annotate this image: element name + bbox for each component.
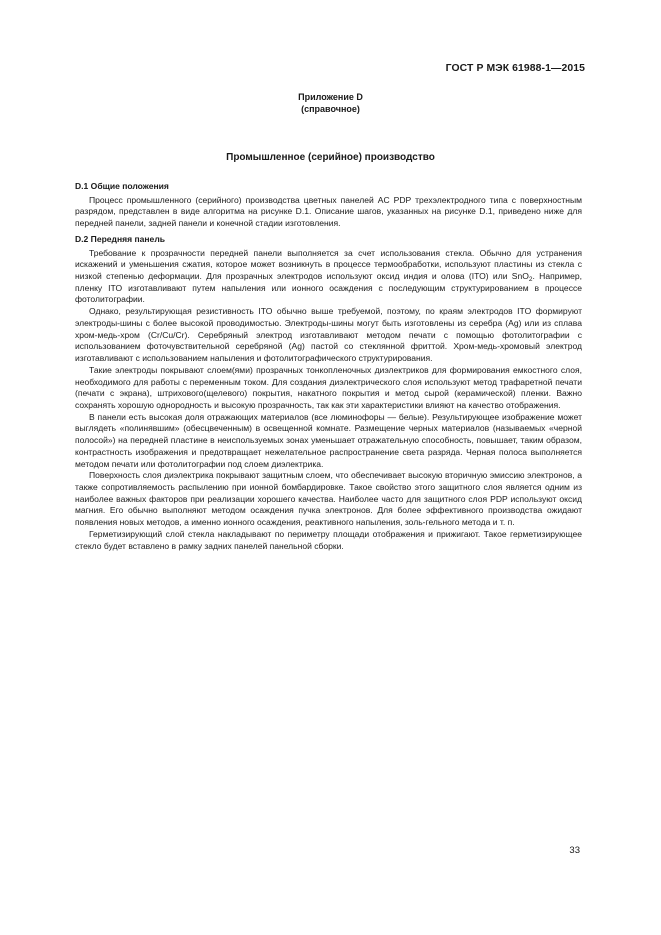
page-number: 33	[569, 845, 580, 856]
section-title: Промышленное (серийное) производство	[226, 152, 435, 163]
section-heading-d2-text: D.2 Передняя панель	[75, 233, 165, 244]
section-heading-d1	[75, 181, 582, 193]
paragraph-d2-1-part1: Требование к прозрачности передней панели выполняется за счет использования стекла. Обычно для устранения искажений и уменьшения сжатия, которое может возникнуть в процессе термообработки, используют пластины из стекла с низкой степенью деформации. Для прозрачных электродов используют оксид индия и олова (ITO) или SnO	[75, 247, 582, 282]
document-body	[75, 181, 582, 552]
section-heading-d1-text: D.1 Общие положения	[75, 181, 169, 191]
paragraph-d1-1: Процесс промышленного (серийного) производства цветных панелей AC PDP трехэлектродного типа с поверхностным разрядом, представлен в виде алгоритма на рисунке D.1. Описание шагов, указанных на рисунке D.1, приведено ниже для передней панели, задней панели и конечной стадии изготовления.	[75, 194, 582, 229]
paragraph-d2-5: Поверхность слоя диэлектрика покрывают защитным слоем, что обеспечивает высокую вторичную эмиссию электронов, а также сопротивляемость распылению при ионной бомбардировке. Такое свойство этого защитного слоя является одним из наиболее важных факторов при реализации хорошего качества. Наиболее часто для защитного слоя PDP используют оксид магния. Его обычно выполняют методом осаждения пучка электронов. Для более эффективного производства ожидают появления новых методов, а именно ионного осаждения, реактивного напыления, золь-гельного метода и т. п.	[75, 470, 582, 528]
paragraph-d2-1-part2: . Например, пленку ITO изготавливают путем напыления или ионного осаждения с последующим структурированием в процессе фотолитографии.	[75, 271, 582, 305]
section-heading-d2	[75, 234, 582, 246]
paragraph-d2-3: Такие электроды покрывают слоем(ями) прозрачных тонкопленочных диэлектриков для формирования емкостного слоя, необходимого для работы с переменным током. Для создания диэлектрического слоя используют метод трафаретной печати (печати с экрана), штрихового(щелевого) покрытия, накатного покрытия и метод сырой (керамической) пленки. Важно сохранять хорошую однородность и высокую прозрачность, так как эти характеристики влияют на качество отображения.	[75, 364, 582, 410]
subscript-2: 2	[528, 276, 533, 284]
paragraph-d2-1	[75, 248, 582, 307]
annex-heading	[0, 91, 661, 115]
annex-title: Приложение D	[298, 92, 363, 102]
annex-note: (справочное)	[301, 104, 360, 114]
paragraph-d2-2: Однако, результирующая резистивность ITO обычно выше требуемой, поэтому, по краям электродов ITO формируют электроды-шины с более высокой проводимостью. Электроды-шины могут быть изготовлены из серебра (Ag) или из сплава хром-медь-хром (Cr/Cu/Cr). Серебряный электрод изготавливают методом печати с помощью фотолитографии с использованием фоточувствительной серебряной (Ag) пастой со стеклянной фриттой. Хром-медь-хромовый электрод изготавливают с использованием напыления и фотолитографического структурирования.	[75, 306, 582, 364]
document-code-header: ГОСТ Р МЭК 61988-1—2015	[445, 63, 585, 74]
paragraph-d2-6: Герметизирующий слой стекла накладывают по периметру площади отображения и прижигают. Такое герметизирующее стекло будет вставлено в рамку задних панелей панельной сборки.	[75, 528, 582, 551]
paragraph-d2-4: В панели есть высокая доля отражающих материалов (все люминофоры — белые). Результирующее изображение может выглядеть «полинявшим» (обесцвеченным) в освещенной комнате. Размещение черных материалов (называемых «черной полосой») на передней пластине в неиспользуемых зонах уменьшает отражательную способность, повышает, таким образом, контрастность изображения и предотвращает нежелательное распространение света разряда. Черная полоса выполняется методом печати или фотолитографии под слоем диэлектрика.	[75, 411, 582, 469]
